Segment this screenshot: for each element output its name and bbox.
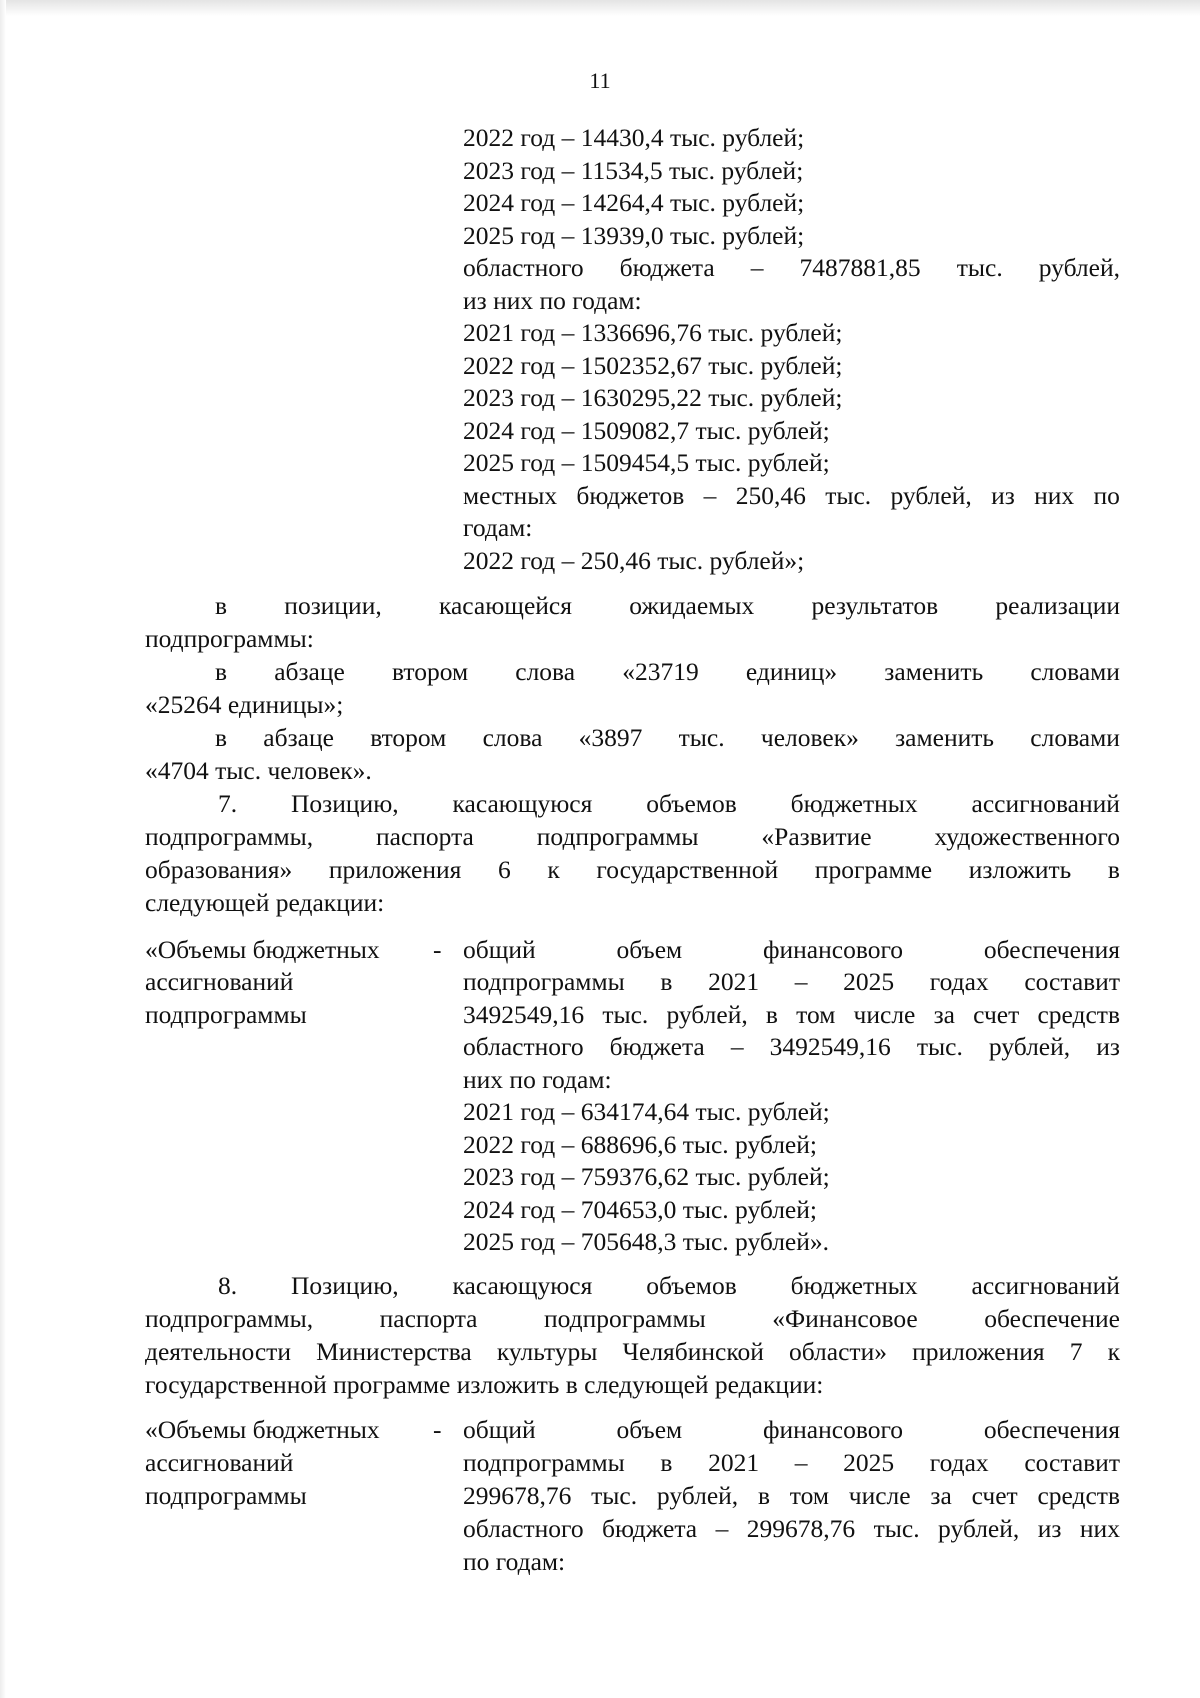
- results-paragraph-line: [215, 590, 1120, 622]
- word: «Финансовое: [772, 1304, 918, 1333]
- word: –: [730, 1032, 744, 1061]
- table8-dash: -: [433, 1415, 442, 1444]
- word: из: [1096, 1032, 1120, 1061]
- word: подпрограммы,: [145, 1304, 314, 1333]
- year-line: 2022 год – 250,46 тыс. рублей»;: [463, 546, 805, 575]
- word: объем: [616, 1415, 683, 1444]
- word: за: [930, 1481, 952, 1510]
- local-budget-line: [463, 480, 1120, 512]
- word: обеспечения: [983, 935, 1120, 964]
- word: финансового: [762, 1415, 904, 1444]
- year-line: 2024 год – 704653,0 тыс. рублей;: [463, 1195, 817, 1224]
- word: 2025: [843, 967, 895, 996]
- paragraph-abz2-line: [215, 722, 1120, 754]
- word: реализации: [995, 591, 1120, 620]
- word: по: [1093, 481, 1120, 510]
- word: абзаце: [263, 723, 334, 752]
- word: человек»: [760, 723, 859, 752]
- table8-value-line: по годам:: [463, 1547, 566, 1576]
- word: результатов: [811, 591, 939, 620]
- word: ассигнований: [971, 789, 1120, 818]
- word: составит: [1024, 1448, 1120, 1477]
- word: –: [715, 1514, 729, 1543]
- item7-line: [145, 854, 1120, 886]
- word: «23719: [622, 657, 699, 686]
- word: –: [750, 253, 764, 282]
- word: бюджета: [602, 1514, 698, 1543]
- year-line: 2022 год – 688696,6 тыс. рублей;: [463, 1130, 817, 1159]
- word: том: [796, 1000, 836, 1029]
- year-line: 2025 год – 1509454,5 тыс. рублей;: [463, 448, 830, 477]
- word: программе: [814, 855, 933, 884]
- word: подпрограммы: [463, 1448, 625, 1477]
- table7-value-line: [463, 1031, 1120, 1063]
- item8-line: [145, 1303, 1120, 1335]
- word: средств: [1037, 1000, 1120, 1029]
- table8-label: ассигнований: [145, 1448, 294, 1477]
- word: 3492549,16: [769, 1032, 891, 1061]
- word: в: [660, 1448, 673, 1477]
- word: обеспечения: [983, 1415, 1120, 1444]
- word: рублей,: [656, 1481, 739, 1510]
- word: в: [660, 967, 673, 996]
- word: из: [991, 481, 1015, 510]
- item7-line: следующей редакции:: [145, 888, 385, 917]
- word: счет: [971, 1481, 1018, 1510]
- table8-label: подпрограммы: [145, 1481, 307, 1510]
- word: Позицию,: [291, 789, 399, 818]
- word: общий: [463, 1415, 536, 1444]
- word: 7: [1069, 1337, 1083, 1366]
- word: образования»: [145, 855, 293, 884]
- word: в: [215, 657, 228, 686]
- table8-value-line: [463, 1414, 1120, 1446]
- word: абзаце: [274, 657, 345, 686]
- year-line: 2025 год – 13939,0 тыс. рублей;: [463, 221, 805, 250]
- regional-budget-cont: из них по годам:: [463, 286, 642, 315]
- word: числе: [853, 1000, 916, 1029]
- word: втором: [370, 723, 447, 752]
- word: заменить: [895, 723, 995, 752]
- word: единиц»: [745, 657, 838, 686]
- word: Челябинской: [622, 1337, 764, 1366]
- word: Позицию,: [291, 1271, 399, 1300]
- table7-value-line: [463, 999, 1120, 1031]
- table7-dash: -: [433, 935, 442, 964]
- results-paragraph-cont: подпрограммы:: [145, 624, 314, 653]
- word: рублей,: [666, 1000, 748, 1029]
- table7-value-line: [463, 934, 1120, 966]
- word: них: [1079, 1514, 1120, 1543]
- word: «3897: [578, 723, 643, 752]
- word: счет: [973, 1000, 1020, 1029]
- word: ожидаемых: [629, 591, 755, 620]
- table7-value-line: них по годам:: [463, 1065, 612, 1094]
- word: в: [1107, 855, 1120, 884]
- word: 6: [498, 855, 511, 884]
- word: бюджета: [609, 1032, 705, 1061]
- word: рублей,: [890, 481, 972, 510]
- word: подпрограммы: [463, 967, 625, 996]
- word: подпрограммы: [536, 822, 699, 851]
- word: в: [215, 591, 228, 620]
- word: рублей,: [988, 1032, 1071, 1061]
- word: 299678,76: [746, 1514, 856, 1543]
- item7-line: [218, 788, 1120, 820]
- item8-line: [145, 1336, 1120, 1368]
- word: тыс.: [873, 1514, 920, 1543]
- word: бюджета: [619, 253, 715, 282]
- word: 250,46: [735, 481, 806, 510]
- table8-value-line: [463, 1513, 1120, 1545]
- word: средств: [1037, 1481, 1120, 1510]
- word: обеспечение: [984, 1304, 1120, 1333]
- table7-value-line: [463, 966, 1120, 998]
- word: втором: [391, 657, 469, 686]
- year-line: 2024 год – 14264,4 тыс. рублей;: [463, 188, 805, 217]
- year-line: 2023 год – 11534,5 тыс. рублей;: [463, 156, 804, 185]
- word: областного: [463, 1032, 584, 1061]
- word: приложения: [328, 855, 462, 884]
- word: 2025: [843, 1448, 895, 1477]
- word: 7.: [218, 789, 238, 818]
- word: общий: [463, 935, 536, 964]
- word: рублей,: [1038, 253, 1120, 282]
- word: заменить: [884, 657, 984, 686]
- table8-label: «Объемы бюджетных: [145, 1415, 380, 1444]
- local-budget-cont: годам:: [463, 513, 533, 542]
- word: тыс.: [956, 253, 1003, 282]
- word: подпрограммы: [544, 1304, 706, 1333]
- item8-line: [218, 1270, 1120, 1302]
- word: в: [765, 1000, 778, 1029]
- year-line: 2021 год – 1336696,76 тыс. рублей;: [463, 318, 843, 347]
- scan-edge-top: [0, 0, 1200, 16]
- word: 8.: [218, 1271, 238, 1300]
- word: тыс.: [825, 481, 872, 510]
- year-line: 2024 год – 1509082,7 тыс. рублей;: [463, 416, 830, 445]
- word: в: [215, 723, 228, 752]
- word: слова: [482, 723, 543, 752]
- item8-line: государственной программе изложить в следующей редакции:: [145, 1370, 824, 1399]
- word: приложения: [912, 1337, 1045, 1366]
- word: деятельности: [145, 1337, 291, 1366]
- table7-label: подпрограммы: [145, 1000, 307, 1029]
- year-line: 2022 год – 14430,4 тыс. рублей;: [463, 123, 805, 152]
- word: –: [794, 967, 808, 996]
- word: годах: [929, 1448, 989, 1477]
- scan-edge-left: [0, 0, 6, 1698]
- word: Министерства: [316, 1337, 472, 1366]
- word: тыс.: [591, 1481, 638, 1510]
- word: бюджетов: [576, 481, 685, 510]
- word: тыс.: [678, 723, 725, 752]
- word: 2021: [708, 967, 760, 996]
- word: 7487881,85: [799, 253, 921, 282]
- year-line: 2022 год – 1502352,67 тыс. рублей;: [463, 351, 843, 380]
- word: подпрограммы,: [145, 822, 314, 851]
- word: за: [933, 1000, 955, 1029]
- word: местных: [463, 481, 558, 510]
- word: паспорта: [379, 1304, 478, 1333]
- word: числе: [848, 1481, 911, 1510]
- word: них: [1034, 481, 1075, 510]
- table7-label: «Объемы бюджетных: [145, 935, 380, 964]
- word: изложить: [968, 855, 1072, 884]
- word: касающуюся: [452, 789, 593, 818]
- word: в: [757, 1481, 770, 1510]
- table7-label: ассигнований: [145, 967, 294, 996]
- year-line: 2025 год – 705648,3 тыс. рублей».: [463, 1227, 830, 1256]
- year-line: 2021 год – 634174,64 тыс. рублей;: [463, 1097, 830, 1126]
- word: объем: [616, 935, 683, 964]
- word: позиции,: [284, 591, 382, 620]
- word: финансового: [762, 935, 904, 964]
- word: –: [703, 481, 717, 510]
- paragraph-abz1-cont: «25264 единицы»;: [145, 690, 344, 719]
- word: 3492549,16: [463, 1000, 585, 1029]
- word: бюджетных: [790, 1271, 918, 1300]
- word: словами: [1030, 657, 1120, 686]
- word: культуры: [496, 1337, 598, 1366]
- word: том: [789, 1481, 829, 1510]
- word: «Развитие: [761, 822, 872, 851]
- word: тыс.: [916, 1032, 963, 1061]
- word: областного: [463, 253, 584, 282]
- word: слова: [515, 657, 576, 686]
- word: касающейся: [438, 591, 572, 620]
- word: бюджетных: [790, 789, 918, 818]
- year-line: 2023 год – 1630295,22 тыс. рублей;: [463, 383, 843, 412]
- item7-line: [145, 821, 1120, 853]
- word: объемов: [646, 1271, 737, 1300]
- word: составит: [1024, 967, 1120, 996]
- year-line: 2023 год – 759376,62 тыс. рублей;: [463, 1162, 830, 1191]
- word: словами: [1030, 723, 1120, 752]
- table8-value-line: [463, 1480, 1120, 1512]
- word: паспорта: [376, 822, 474, 851]
- word: художественного: [934, 822, 1120, 851]
- paragraph-abz1-line: [215, 656, 1120, 688]
- word: государственной: [596, 855, 779, 884]
- word: годах: [929, 967, 989, 996]
- word: –: [794, 1448, 808, 1477]
- word: областного: [463, 1514, 584, 1543]
- word: тыс.: [602, 1000, 649, 1029]
- word: области»: [788, 1337, 887, 1366]
- page-number: 11: [589, 68, 611, 93]
- word: ассигнований: [971, 1271, 1120, 1300]
- word: к: [547, 855, 560, 884]
- word: 2021: [708, 1448, 760, 1477]
- word: рублей,: [938, 1514, 1020, 1543]
- word: касающуюся: [452, 1271, 593, 1300]
- word: объемов: [646, 789, 737, 818]
- paragraph-abz2-cont: «4704 тыс. человек».: [145, 756, 372, 785]
- word: 299678,76: [463, 1481, 572, 1510]
- table8-value-line: [463, 1447, 1120, 1479]
- regional-budget-line: [463, 252, 1120, 284]
- word: к: [1107, 1337, 1120, 1366]
- word: из: [1037, 1514, 1062, 1543]
